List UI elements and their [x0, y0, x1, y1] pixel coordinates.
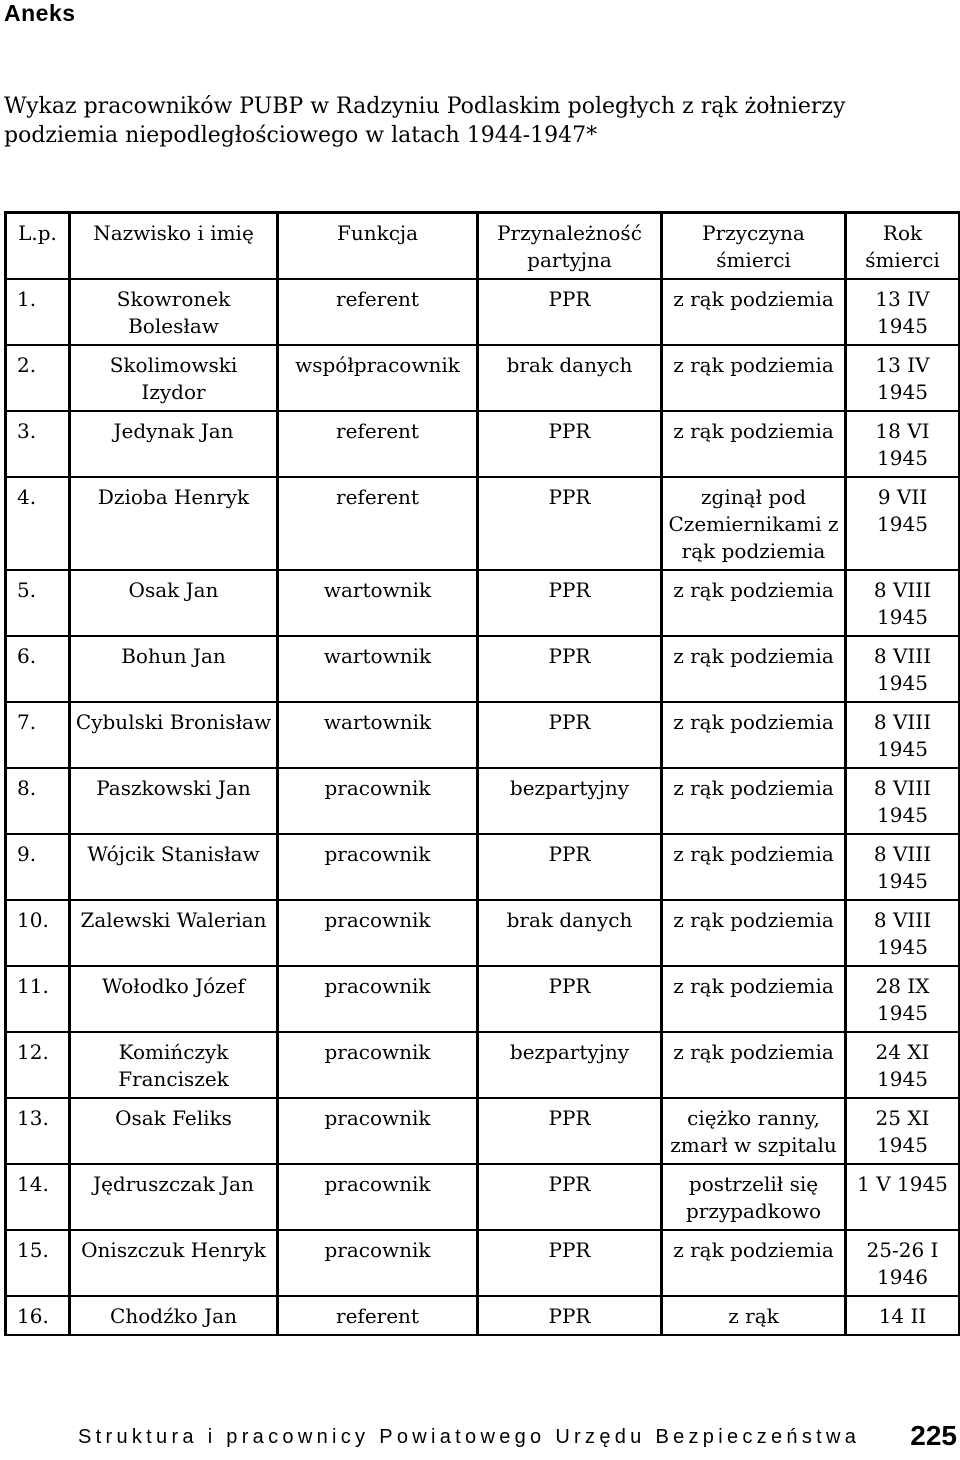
cell-function: pracownik	[278, 966, 478, 1032]
header-lp: L.p.	[6, 213, 70, 280]
table-row	[6, 411, 960, 477]
cell-lp: 9.	[6, 834, 70, 900]
cell-year: 25-26 I 1946	[846, 1230, 960, 1296]
cell-cause: z rąk podziemia	[662, 900, 846, 966]
cell-function: pracownik	[278, 1230, 478, 1296]
cell-lp: 3.	[6, 411, 70, 477]
cell-cause: z rąk podziemia	[662, 411, 846, 477]
cell-name: Jedynak Jan	[70, 411, 278, 477]
cell-year: 9 VII 1945	[846, 477, 960, 570]
cell-cause: z rąk podziemia	[662, 570, 846, 636]
cell-party: PPR	[478, 966, 662, 1032]
cell-function: pracownik	[278, 834, 478, 900]
table-row	[6, 1032, 960, 1098]
cell-party: PPR	[478, 834, 662, 900]
cell-lp: 16.	[6, 1296, 70, 1335]
cell-name: Skolimowski Izydor	[70, 345, 278, 411]
cell-function: pracownik	[278, 1098, 478, 1164]
table-row	[6, 966, 960, 1032]
cell-name: Chodźko Jan	[70, 1296, 278, 1335]
cell-party: PPR	[478, 411, 662, 477]
table-row	[6, 1230, 960, 1296]
cell-name: Zalewski Walerian	[70, 900, 278, 966]
table-row	[6, 279, 960, 345]
table-row	[6, 570, 960, 636]
cell-lp: 13.	[6, 1098, 70, 1164]
table-row	[6, 1296, 960, 1335]
cell-function: wartownik	[278, 702, 478, 768]
cell-lp: 2.	[6, 345, 70, 411]
cell-lp: 14.	[6, 1164, 70, 1230]
cell-year: 13 IV 1945	[846, 279, 960, 345]
cell-party: bezpartyjny	[478, 768, 662, 834]
cell-name: Osak Feliks	[70, 1098, 278, 1164]
cell-name: Bohun Jan	[70, 636, 278, 702]
cell-name: Oniszczuk Henryk	[70, 1230, 278, 1296]
cell-cause: ciężko ranny, zmarł w szpitalu	[662, 1098, 846, 1164]
cell-name: Wołodko Józef	[70, 966, 278, 1032]
header-year: Rok śmierci	[846, 213, 960, 280]
cell-party: PPR	[478, 636, 662, 702]
cell-lp: 12.	[6, 1032, 70, 1098]
cell-year: 14 II	[846, 1296, 960, 1335]
cell-year: 13 IV 1945	[846, 345, 960, 411]
cell-function: referent	[278, 477, 478, 570]
cell-cause: z rąk podziemia	[662, 966, 846, 1032]
cell-name: Wójcik Stanisław	[70, 834, 278, 900]
cell-cause: z rąk podziemia	[662, 834, 846, 900]
cell-year: 28 IX 1945	[846, 966, 960, 1032]
cell-party: PPR	[478, 1164, 662, 1230]
cell-function: pracownik	[278, 768, 478, 834]
cell-cause: z rąk podziemia	[662, 702, 846, 768]
cell-function: pracownik	[278, 1164, 478, 1230]
header-function: Funkcja	[278, 213, 478, 280]
table-body	[6, 279, 960, 1335]
cell-function: referent	[278, 411, 478, 477]
cell-year: 8 VIII 1945	[846, 834, 960, 900]
table-row	[6, 345, 960, 411]
cell-lp: 6.	[6, 636, 70, 702]
cell-party: PPR	[478, 570, 662, 636]
cell-party: PPR	[478, 1098, 662, 1164]
cell-function: referent	[278, 279, 478, 345]
cell-cause: z rąk podziemia	[662, 768, 846, 834]
cell-party: brak danych	[478, 900, 662, 966]
cell-year: 8 VIII 1945	[846, 702, 960, 768]
section-title: Aneks	[4, 0, 76, 26]
cell-party: PPR	[478, 1230, 662, 1296]
cell-lp: 1.	[6, 279, 70, 345]
cell-year: 24 XI 1945	[846, 1032, 960, 1098]
cell-year: 8 VIII 1945	[846, 570, 960, 636]
cell-year: 1 V 1945	[846, 1164, 960, 1230]
cell-party: PPR	[478, 279, 662, 345]
personnel-table	[4, 211, 960, 1336]
header-cause: Przyczyna śmierci	[662, 213, 846, 280]
cell-year: 8 VIII 1945	[846, 636, 960, 702]
cell-cause: z rąk podziemia	[662, 1230, 846, 1296]
cell-function: referent	[278, 1296, 478, 1335]
cell-lp: 5.	[6, 570, 70, 636]
cell-party: PPR	[478, 477, 662, 570]
header-name: Nazwisko i imię	[70, 213, 278, 280]
running-title: Struktura i pracownicy Powiatowego Urzędu Bezpieczeństwa	[78, 1426, 861, 1448]
cell-cause: z rąk podziemia	[662, 1032, 846, 1098]
cell-lp: 4.	[6, 477, 70, 570]
list-title: Wykaz pracowników PUBP w Radzyniu Podlaskim poległych z rąk żołnierzy podziemia niepodległościowego w latach 1944-1947*	[4, 94, 846, 148]
cell-lp: 15.	[6, 1230, 70, 1296]
table-row	[6, 900, 960, 966]
cell-year: 8 VIII 1945	[846, 900, 960, 966]
cell-lp: 10.	[6, 900, 70, 966]
cell-year: 25 XI 1945	[846, 1098, 960, 1164]
cell-year: 18 VI 1945	[846, 411, 960, 477]
cell-cause: zginął pod Czemiernikami z rąk podziemia	[662, 477, 846, 570]
cell-name: Komińczyk Franciszek	[70, 1032, 278, 1098]
page-number: 225	[910, 1420, 957, 1451]
table-row	[6, 1164, 960, 1230]
cell-cause: z rąk	[662, 1296, 846, 1335]
cell-function: pracownik	[278, 1032, 478, 1098]
cell-lp: 7.	[6, 702, 70, 768]
header-party: Przynależność partyjna	[478, 213, 662, 280]
table-row	[6, 636, 960, 702]
cell-party: brak danych	[478, 345, 662, 411]
cell-party: PPR	[478, 1296, 662, 1335]
cell-party: bezpartyjny	[478, 1032, 662, 1098]
cell-party: PPR	[478, 702, 662, 768]
cell-function: współpracownik	[278, 345, 478, 411]
cell-name: Osak Jan	[70, 570, 278, 636]
table-row	[6, 768, 960, 834]
cell-cause: z rąk podziemia	[662, 636, 846, 702]
cell-name: Cybulski Bronisław	[70, 702, 278, 768]
cell-function: wartownik	[278, 570, 478, 636]
cell-name: Dzioba Henryk	[70, 477, 278, 570]
cell-name: Jędruszczak Jan	[70, 1164, 278, 1230]
table-row	[6, 702, 960, 768]
cell-cause: z rąk podziemia	[662, 279, 846, 345]
cell-name: Paszkowski Jan	[70, 768, 278, 834]
cell-lp: 11.	[6, 966, 70, 1032]
table-row	[6, 1098, 960, 1164]
cell-function: pracownik	[278, 900, 478, 966]
cell-function: wartownik	[278, 636, 478, 702]
table-row	[6, 834, 960, 900]
cell-cause: z rąk podziemia	[662, 345, 846, 411]
table-row	[6, 477, 960, 570]
cell-cause: postrzelił się przypadkowo	[662, 1164, 846, 1230]
cell-name: Skowronek Bolesław	[70, 279, 278, 345]
cell-lp: 8.	[6, 768, 70, 834]
table-header-row	[6, 213, 960, 280]
cell-year: 8 VIII 1945	[846, 768, 960, 834]
